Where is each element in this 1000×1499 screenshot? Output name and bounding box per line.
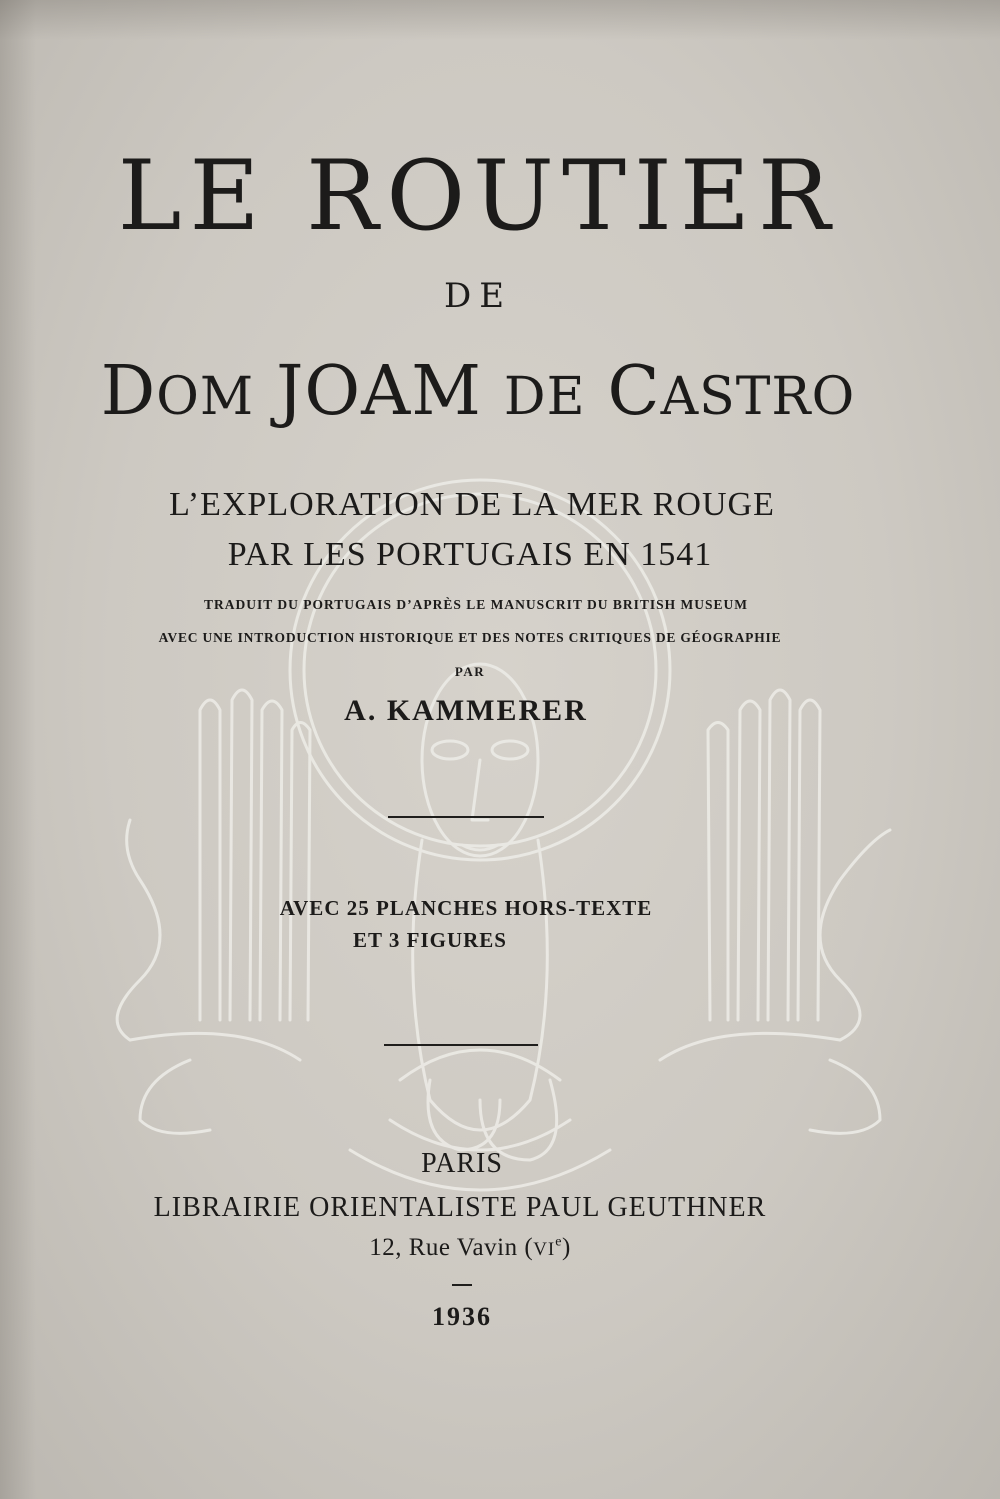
plates-line-1: AVEC 25 PLANCHES HORS-TEXTE <box>279 896 653 920</box>
address-superscript: e <box>555 1234 562 1250</box>
by-label: PAR <box>454 664 486 679</box>
address-arrondissement: VI <box>533 1239 556 1260</box>
subject-name-part3: DE <box>503 367 586 427</box>
author-name: A. KAMMERER <box>344 694 588 727</box>
plates-line-2: ET 3 FIGURES <box>353 928 507 952</box>
subject-name-part2: JOAM <box>276 352 482 431</box>
subject-name-part1-initial: D <box>100 352 157 431</box>
subtitle-line-1: L’EXPLORATION DE LA MER ROUGE <box>169 486 775 523</box>
address-main: 12, Rue Vavin ( <box>369 1234 534 1261</box>
subtitle-line-2: PAR LES PORTUGAIS EN 1541 <box>227 536 713 573</box>
translation-note-line-2: AVEC UNE INTRODUCTION HISTORIQUE ET DES NOTES CRITIQUES DE GÉOGRAPHIE <box>158 630 782 645</box>
divider-rule-1 <box>388 816 544 818</box>
publisher-city: PARIS <box>421 1148 503 1179</box>
subject-name <box>0 352 978 431</box>
subject-name-part1-rest: OM <box>156 367 255 427</box>
divider-rule-2 <box>384 1044 538 1046</box>
coptic-saint-orant-emblem-icon <box>100 460 920 1220</box>
publisher-name: LIBRAIRIE ORIENTALISTE PAUL GEUTHNER <box>153 1192 767 1223</box>
title-connector: DE <box>443 276 513 316</box>
subject-name-part4-initial: C <box>607 352 661 431</box>
subject-name-part4-rest: ASTRO <box>660 367 856 427</box>
publication-year: 1936 <box>432 1302 492 1331</box>
translation-note-line-1: TRADUIT DU PORTUGAIS D’APRÈS LE MANUSCRIT DU BRITISH MUSEUM <box>203 597 749 612</box>
address-close: ) <box>561 1234 571 1261</box>
page-shadow-top <box>0 0 1000 40</box>
divider-rule-3 <box>452 1284 472 1286</box>
publisher-address <box>0 1234 970 1262</box>
book-title: LE ROUTIER <box>117 140 839 252</box>
